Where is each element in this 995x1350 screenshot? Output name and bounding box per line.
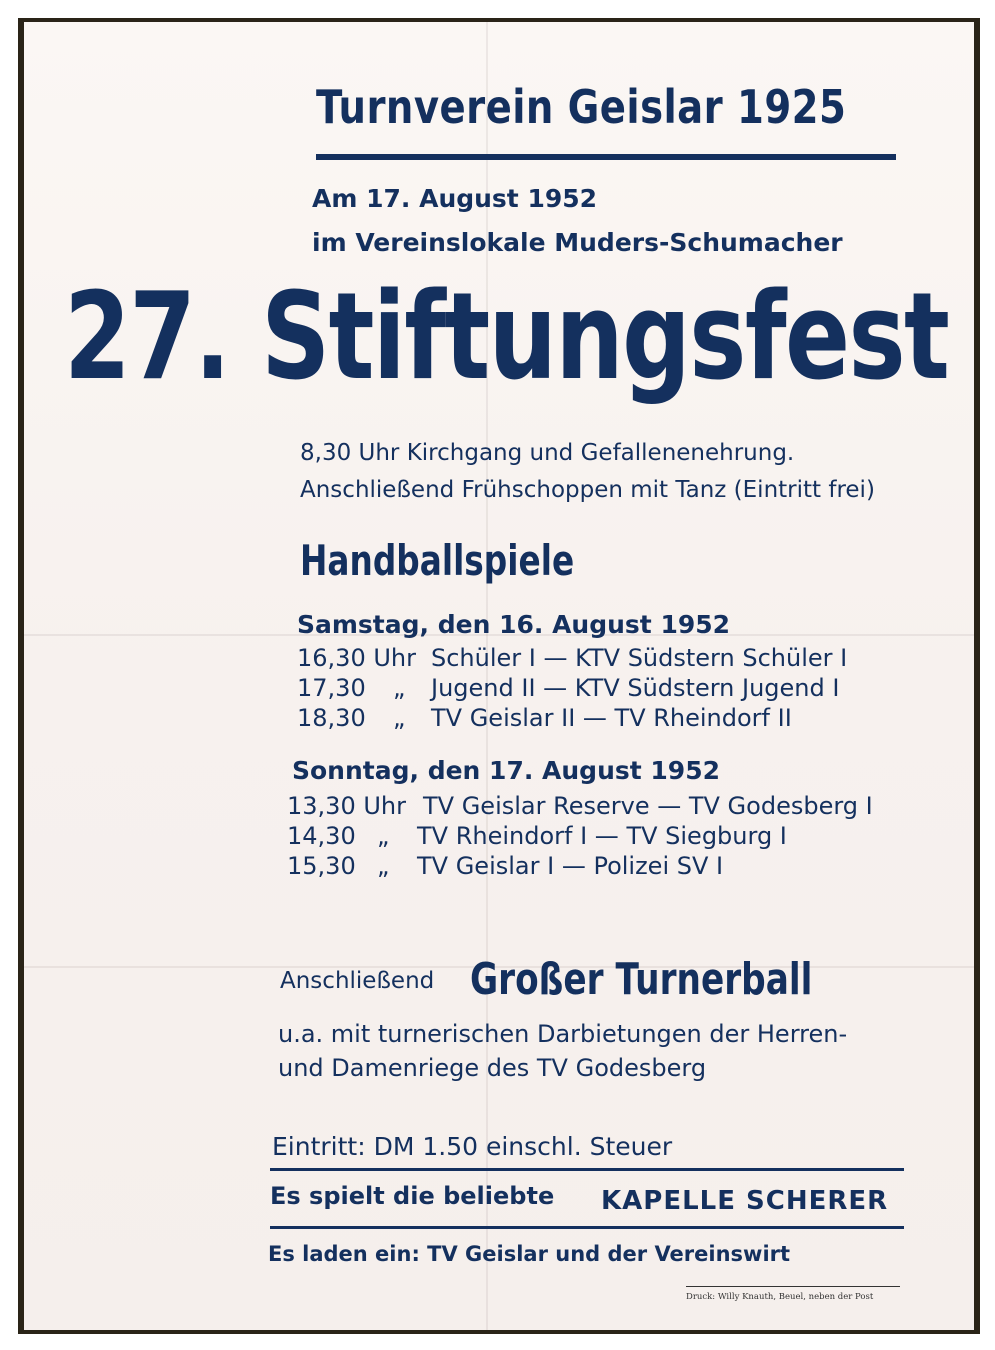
game-time: 16,30 Uhr bbox=[297, 644, 416, 672]
game-row bbox=[297, 704, 917, 734]
ball-prefix: Anschließend bbox=[280, 968, 435, 994]
game-description: Jugend II — KTV Südstern Jugend I bbox=[431, 674, 840, 702]
club-title: Turnverein Geislar 1925 bbox=[316, 80, 847, 134]
band-name: KAPELLE SCHERER bbox=[601, 1186, 889, 1216]
day-heading-sunday: Sonntag, den 17. August 1952 bbox=[292, 756, 720, 785]
game-row bbox=[287, 792, 927, 824]
title-underline bbox=[316, 154, 896, 160]
ditto-mark: „ bbox=[393, 704, 406, 732]
game-time: 14,30 bbox=[287, 822, 356, 850]
divider-line bbox=[270, 1168, 904, 1171]
game-description: Schüler I — KTV Südstern Schüler I bbox=[431, 644, 848, 672]
ball-title: Großer Turnerball bbox=[470, 954, 813, 1005]
game-description: TV Rheindorf I — TV Siegburg I bbox=[417, 822, 787, 850]
game-row bbox=[287, 822, 927, 854]
hosts-line: Es laden ein: TV Geislar und der Vereinswirt bbox=[268, 1242, 791, 1266]
ditto-mark: „ bbox=[377, 852, 390, 880]
printer-credit: Druck: Willy Knauth, Beuel, neben der Post bbox=[686, 1292, 874, 1302]
ditto-mark: „ bbox=[377, 822, 390, 850]
game-row bbox=[297, 674, 917, 704]
event-venue: im Vereinslokale Muders-Schumacher bbox=[312, 228, 843, 257]
main-title: 27. Stiftungsfest bbox=[64, 268, 949, 407]
game-description: TV Geislar I — Polizei SV I bbox=[417, 852, 724, 880]
game-time: 17,30 bbox=[297, 674, 366, 702]
game-description: TV Geislar II — TV Rheindorf II bbox=[431, 704, 792, 732]
performance-line: u.a. mit turnerischen Darbietungen der Herren- bbox=[278, 1020, 848, 1048]
day-heading-saturday: Samstag, den 16. August 1952 bbox=[297, 610, 731, 639]
event-line-fruehschoppen: Anschließend Frühschoppen mit Tanz (Eintritt frei) bbox=[300, 477, 875, 503]
event-poster bbox=[24, 22, 974, 1330]
divider-line bbox=[270, 1226, 904, 1229]
game-time: 13,30 Uhr bbox=[287, 792, 406, 820]
game-description: TV Geislar Reserve — TV Godesberg I bbox=[423, 792, 873, 820]
ditto-mark: „ bbox=[393, 674, 406, 702]
game-row bbox=[287, 852, 927, 884]
event-date: Am 17. August 1952 bbox=[312, 184, 598, 213]
section-title-handball: Handballspiele bbox=[300, 536, 575, 585]
event-line-church: 8,30 Uhr Kirchgang und Gefallenenehrung. bbox=[300, 440, 795, 466]
performance-line: und Damenriege des TV Godesberg bbox=[278, 1054, 707, 1082]
entry-fee: Eintritt: DM 1.50 einschl. Steuer bbox=[272, 1132, 673, 1161]
game-time: 18,30 bbox=[297, 704, 366, 732]
band-prefix: Es spielt die beliebte bbox=[270, 1182, 555, 1210]
game-time: 15,30 bbox=[287, 852, 356, 880]
printer-rule bbox=[686, 1286, 900, 1287]
game-row bbox=[297, 644, 917, 674]
